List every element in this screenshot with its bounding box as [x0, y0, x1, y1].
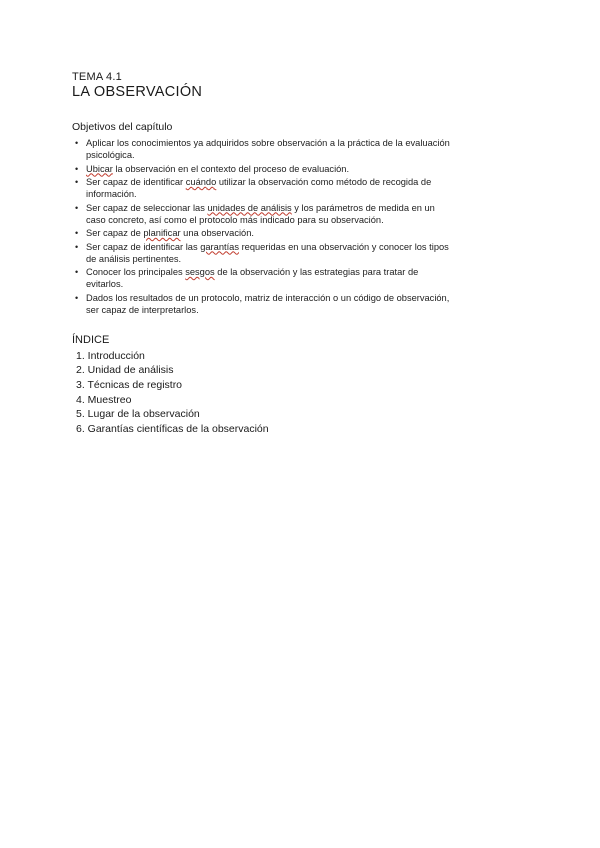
bullet-icon: • — [75, 138, 79, 148]
objective-text: Ser capaz de identificar — [86, 177, 186, 187]
objective-text: y los parámetros de medida en un caso concreto, así como el protocolo más indicado para su observación. — [86, 202, 435, 225]
objective-text: una observación. — [180, 228, 254, 238]
objective-keyword: cuándo — [185, 177, 217, 187]
objective-keyword: Ubicar — [86, 163, 113, 174]
objective-keyword: unidades de análisis — [207, 202, 292, 213]
page-title: LA OBSERVACIÓN — [72, 84, 203, 100]
objective-text: Dados los resultados de un protocolo, matriz de interacción o un código de observación, ser capaz de interpretarlos. — [86, 292, 450, 315]
bullet-icon: • — [75, 241, 79, 252]
objective-item — [72, 137, 452, 161]
objective-item — [72, 202, 452, 226]
objective-text: utilizar la observación como método de recogida de información. — [86, 177, 432, 199]
bullet-icon: • — [75, 177, 79, 187]
objective-keyword: planificar — [143, 228, 181, 238]
objective-item — [72, 266, 452, 290]
objective-item — [72, 241, 452, 265]
objective-item — [72, 292, 452, 316]
index-item: 5. Lugar de la observación — [76, 408, 200, 421]
index-item: 2. Unidad de análisis — [76, 364, 174, 377]
objective-text: Aplicar los conocimientos ya adquiridos sobre observación a la práctica de la evaluación psicológica. — [86, 138, 450, 160]
index-item: 6. Garantías científicas de la observación — [76, 423, 269, 436]
bullet-icon: • — [75, 228, 79, 238]
index-heading: ÍNDICE — [72, 333, 110, 346]
index-item: 3. Técnicas de registro — [76, 378, 183, 391]
objective-keyword: sesgos — [185, 267, 215, 277]
objective-text: Ser capaz de identificar las — [86, 241, 201, 252]
bullet-icon: • — [75, 163, 79, 174]
chapter-number: TEMA 4.1 — [72, 71, 122, 83]
document-page — [72, 71, 452, 437]
bullet-icon: • — [75, 202, 79, 213]
objective-text: de la observación y las estrategias para tratar de evitarlos. — [86, 267, 419, 289]
objective-text: requeridas en una observación y conocer los tipos de análisis pertinentes. — [86, 241, 449, 264]
objective-item — [72, 176, 452, 200]
index-list — [72, 349, 452, 437]
objective-item — [72, 163, 452, 175]
objective-text: Ser capaz de — [86, 228, 144, 238]
index-item: 1. Introducción — [76, 349, 145, 362]
objectives-list — [72, 137, 452, 316]
objective-item — [72, 227, 452, 239]
index-item: 4. Muestreo — [76, 393, 132, 406]
bullet-icon: • — [75, 292, 79, 303]
objective-text: Ser capaz de seleccionar las — [86, 202, 208, 213]
bullet-icon: • — [75, 267, 79, 277]
objective-keyword: garantías — [200, 241, 239, 252]
objectives-heading: Objetivos del capítulo — [72, 121, 173, 133]
objective-text: Conocer los principales — [86, 267, 186, 277]
objective-text: la observación en el contexto del proceso de evaluación. — [112, 163, 350, 174]
